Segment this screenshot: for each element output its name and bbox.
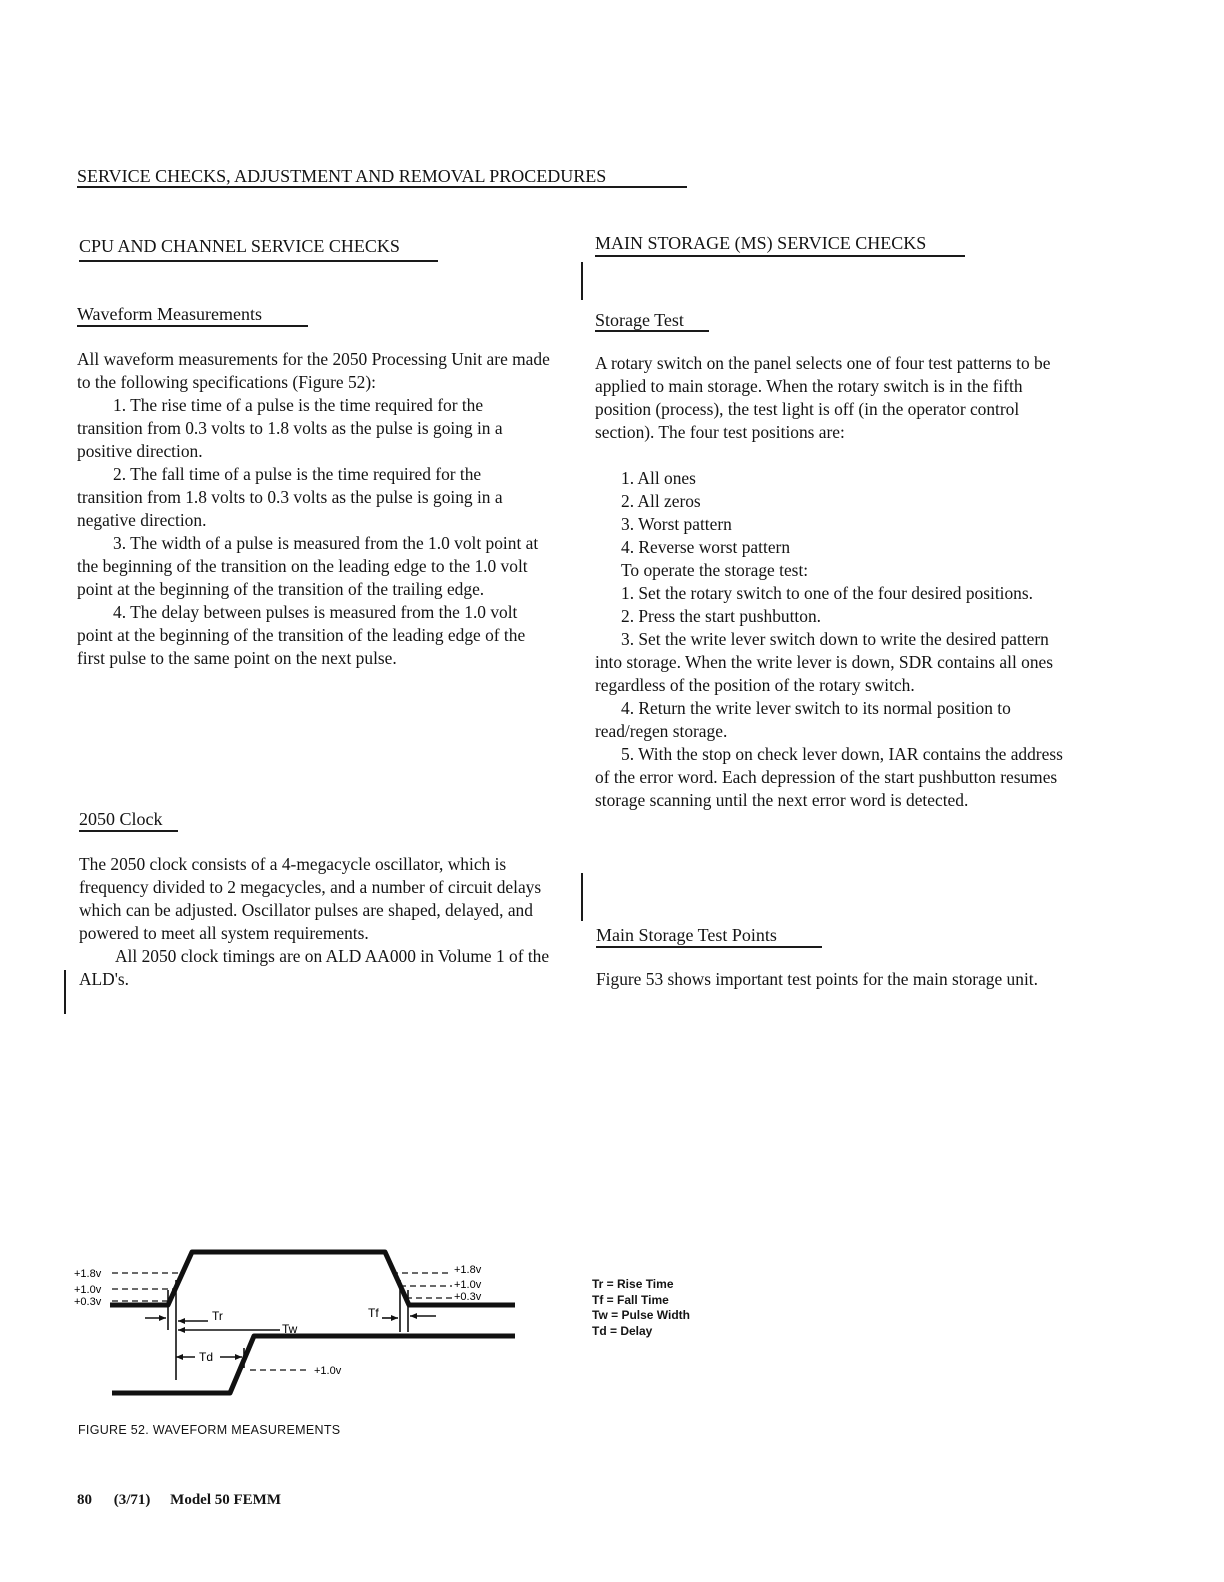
- step-item: 1. Set the rotary switch to one of the four desired positions.: [621, 583, 1033, 603]
- waveform-diagram: [60, 1240, 530, 1410]
- clock-body: [79, 853, 555, 991]
- figure-caption: FIGURE 52. WAVEFORM MEASUREMENTS: [78, 1423, 341, 1437]
- clock-paragraph: The 2050 clock consists of a 4-megacycle oscillator, which is frequency divided to 2 megacycles, and a number of circuit delays which can be adjusted. Oscillator pulses are shaped, delayed, and powered to meet all system requirements.: [79, 854, 542, 943]
- td-arrowhead-left: [176, 1354, 183, 1360]
- label-1-8v-left: +1.8v: [74, 1268, 102, 1280]
- page-title: SERVICE CHECKS, ADJUSTMENT AND REMOVAL PROCEDURES: [77, 166, 607, 186]
- tf-arrowhead-right: [410, 1313, 417, 1319]
- section-heading-ms: MAIN STORAGE (MS) SERVICE CHECKS: [595, 233, 927, 253]
- change-bar: [581, 262, 583, 300]
- waveform-underline: [77, 325, 308, 327]
- td-label: Td: [199, 1350, 214, 1364]
- footer: [77, 1492, 281, 1509]
- legend-item: Tf = Fall Time: [592, 1292, 669, 1307]
- subheading-test-points: Main Storage Test Points: [596, 925, 777, 945]
- tr-label: Tr: [212, 1309, 223, 1323]
- tw-arrowhead: [178, 1327, 185, 1333]
- operate-label: To operate the storage test:: [621, 560, 809, 580]
- tf-label: Tf: [368, 1306, 379, 1320]
- step-item: 4. Return the write lever switch to its normal position to read/regen storage.: [595, 698, 1011, 741]
- label-1-8v-right: +1.8v: [454, 1264, 482, 1276]
- subheading-waveform: Waveform Measurements: [77, 304, 262, 324]
- tr-arrowhead-left: [159, 1315, 166, 1321]
- list-item: 3. Worst pattern: [621, 514, 732, 534]
- tf-arrowhead-left: [391, 1315, 398, 1321]
- waveform-body: [77, 348, 551, 670]
- clock-underline: [79, 830, 178, 832]
- test-points-underline: [596, 946, 822, 948]
- subheading-storage-test: Storage Test: [595, 310, 684, 330]
- storage-test-intro: A rotary switch on the panel selects one of four test patterns to be applied to main storage. When the rotary switch is in the fifth position (process), the test light is off (in the operator control section). The four test positions are:: [595, 353, 1051, 442]
- label-0-3v-right: +0.3v: [454, 1291, 482, 1303]
- change-bar: [581, 873, 583, 921]
- cpu-heading-rule: [79, 260, 438, 262]
- ms-heading-rule: [595, 255, 965, 257]
- page-number: 80: [77, 1492, 92, 1508]
- label-1-0v-bottom: +1.0v: [314, 1365, 342, 1377]
- section-heading-cpu: CPU AND CHANNEL SERVICE CHECKS: [79, 236, 400, 256]
- step-item: 2. Press the start pushbutton.: [621, 606, 821, 626]
- legend-item: Tw = Pulse Width: [592, 1308, 691, 1322]
- clock-paragraph-2: All 2050 clock timings are on ALD AA000 in Volume 1 of the ALD's.: [79, 946, 550, 989]
- title-underline: [77, 186, 687, 188]
- legend-item: Tr = Rise Time: [592, 1277, 674, 1291]
- list-item: 4. Reverse worst pattern: [621, 537, 791, 557]
- waveform-item: 2. The fall time of a pulse is the time required for the transition from 1.8 volts to 0.3 volts as the pulse is going in a negative direction.: [77, 464, 503, 530]
- waveform-item: 4. The delay between pulses is measured from the 1.0 volt point at the beginning of the transition of the leading edge of the first pulse to the same point on the next pulse.: [77, 602, 526, 668]
- storage-test-underline: [595, 330, 709, 332]
- label-1-0v-left: +1.0v: [74, 1284, 102, 1296]
- td-arrowhead-right: [235, 1354, 242, 1360]
- step-item: 3. Set the write lever switch down to write the desired pattern into storage. When the write lever is down, SDR contains all ones regardless of the position of the rotary switch.: [595, 629, 1054, 695]
- storage-steps: [595, 582, 1073, 812]
- test-points-body: Figure 53 shows important test points for the main storage unit.: [596, 969, 1038, 989]
- tr-arrowhead-right: [178, 1318, 185, 1324]
- label-0-3v-left: +0.3v: [74, 1296, 102, 1308]
- tw-label: Tw: [282, 1322, 298, 1336]
- test-positions-list: [595, 467, 1073, 582]
- list-item: 1. All ones: [621, 468, 696, 488]
- waveform-item: 1. The rise time of a pulse is the time required for the transition from 0.3 volts to 1.8 volts as the pulse is going in a positive direction.: [77, 395, 503, 461]
- legend-item: Td = Delay: [592, 1323, 653, 1338]
- step-item: 5. With the stop on check lever down, IAR contains the address of the error word. Each depression of the start pushbutton resumes storage scanning until the next error word is detected.: [595, 744, 1063, 810]
- manual-name: Model 50 FEMM: [170, 1492, 281, 1508]
- change-bar: [64, 970, 66, 1014]
- revision-date: (3/71): [113, 1492, 151, 1508]
- figure-legend: [592, 1277, 690, 1339]
- list-item: 2. All zeros: [621, 491, 701, 511]
- waveform-item: 3. The width of a pulse is measured from the 1.0 volt point at the beginning of the transition on the leading edge to the 1.0 volt point at the beginning of the transition of the trailing edge.: [77, 533, 539, 599]
- label-1-0v-right: +1.0v: [454, 1279, 482, 1291]
- subheading-clock: 2050 Clock: [79, 809, 163, 829]
- waveform-intro: All waveform measurements for the 2050 Processing Unit are made to the following specifications (Figure 52):: [77, 349, 550, 392]
